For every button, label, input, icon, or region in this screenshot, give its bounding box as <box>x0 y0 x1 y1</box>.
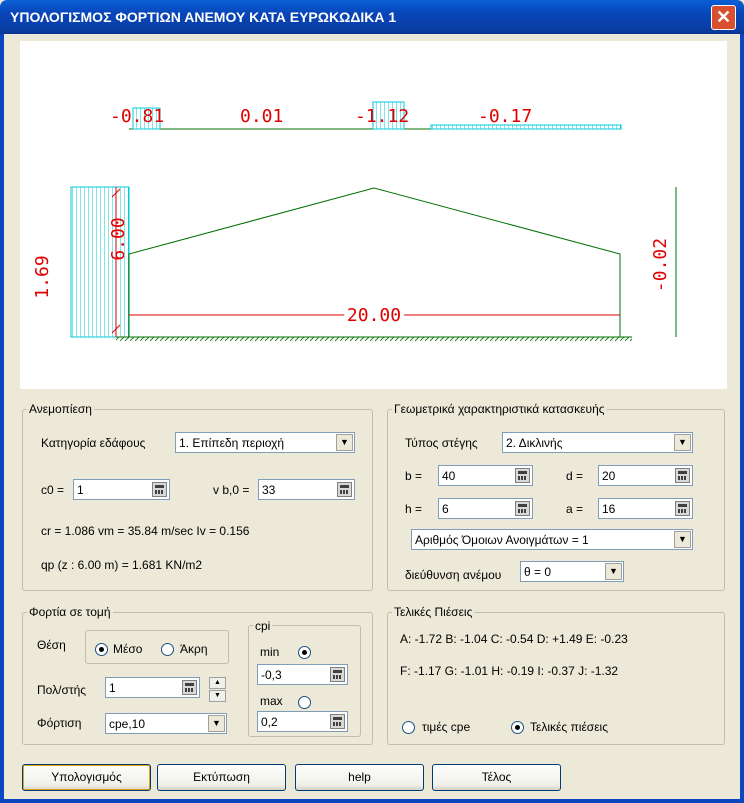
roof-type-value: 2. Δικλινής <box>506 436 563 450</box>
windward-pressure-block <box>71 187 129 337</box>
cpi-max-label: max <box>260 694 283 708</box>
load-case-value: cpe,10 <box>109 717 146 731</box>
h-label: h = <box>405 502 423 516</box>
h-value: 6 <box>442 502 449 516</box>
c0-value: 1 <box>77 483 84 497</box>
mid-radio[interactable] <box>95 643 108 656</box>
calculator-icon[interactable] <box>182 680 197 695</box>
frames-input[interactable] <box>105 677 200 698</box>
section-loads-legend: Φορτία σε τομή <box>29 605 111 619</box>
wind-direction-label: διεύθυνση ανέμου <box>405 568 502 582</box>
cpe-values-radio[interactable] <box>402 721 415 734</box>
wind-direction-value: θ = 0 <box>524 565 552 579</box>
vb0-input[interactable] <box>258 479 355 500</box>
final-pressures-line-2: F: -1.17 G: -1.01 H: -0.19 I: -0.37 J: -1.32 <box>400 664 619 678</box>
calculator-icon[interactable] <box>515 501 530 516</box>
window-frame-right <box>740 34 744 803</box>
terrain-label: Κατηγορία εδάφους <box>41 436 146 450</box>
chevron-down-icon[interactable]: ▼ <box>336 434 353 451</box>
window-frame-left <box>0 34 4 803</box>
chevron-down-icon[interactable]: ▼ <box>605 563 622 580</box>
calculator-icon[interactable] <box>330 667 345 682</box>
b-label: b = <box>405 469 423 483</box>
calculator-icon[interactable] <box>152 482 167 497</box>
frames-label: Πολ/στής <box>37 683 87 697</box>
roof-type-select[interactable] <box>502 432 693 453</box>
wind-pressure-legend: Ανεμοπίεση <box>29 402 92 416</box>
wind-direction-select[interactable] <box>520 561 624 582</box>
chevron-down-icon[interactable]: ▼ <box>208 715 225 732</box>
c0-label: c0 = <box>41 483 65 497</box>
edge-label: Άκρη <box>180 642 208 656</box>
cpi-min-value: -0,3 <box>261 668 282 682</box>
openings-value: Αριθμός Όμοιων Ανοιγμάτων = 1 <box>415 533 589 547</box>
cpi-legend: cpi <box>255 619 271 633</box>
roof-type-label: Τύπος στέγης <box>405 436 478 450</box>
mid-label: Μέσο <box>113 642 143 656</box>
cpi-max-value: 0,2 <box>261 715 278 729</box>
help-button[interactable]: help <box>295 764 424 791</box>
h-input[interactable] <box>438 498 533 519</box>
a-label: a = <box>566 502 584 516</box>
geometry-legend: Γεωμετρικά χαρακτηριστικά κατασκευής <box>394 402 605 416</box>
b-value: 40 <box>442 469 456 483</box>
d-input[interactable] <box>598 465 693 486</box>
cpi-max-input[interactable] <box>257 711 348 732</box>
roof-label-3: -1.12 <box>355 106 410 127</box>
frames-value: 1 <box>109 681 116 695</box>
b-input[interactable] <box>438 465 533 486</box>
cpi-min-input[interactable] <box>257 664 348 685</box>
calculate-button[interactable]: Υπολογισμός <box>22 764 151 791</box>
d-label: d = <box>566 469 584 483</box>
calculator-icon[interactable] <box>330 714 345 729</box>
height-label: 6.00 <box>108 217 129 261</box>
position-label: Θέση <box>37 638 66 652</box>
chevron-down-icon[interactable]: ▼ <box>674 531 691 548</box>
cpi-min-radio[interactable] <box>298 646 311 659</box>
terrain-value: 1. Επίπεδη περιοχή <box>179 436 285 450</box>
final-pressures-legend: Τελικές Πιέσεις <box>394 605 473 619</box>
leeward-wall-label: -0.02 <box>650 237 671 293</box>
cpi-max-radio[interactable] <box>298 696 311 709</box>
frames-spin-up[interactable]: ▲ <box>209 677 226 689</box>
a-value: 16 <box>602 502 616 516</box>
close-button[interactable]: ✕ <box>711 5 736 30</box>
cpe-values-label: τιμές cpe <box>422 720 471 734</box>
calculator-icon[interactable] <box>675 468 690 483</box>
c0-input[interactable] <box>73 479 170 500</box>
load-case-select[interactable] <box>105 713 227 734</box>
roof-label-1: -0.81 <box>110 106 165 127</box>
drawing-canvas <box>20 41 727 389</box>
wind-results-line-1: cr = 1.086 vm = 35.84 m/sec Iv = 0.156 <box>41 524 250 538</box>
roof-label-4: -0.17 <box>478 106 533 127</box>
end-button[interactable]: Τέλος <box>432 764 561 791</box>
windward-wall-label: 1.69 <box>32 255 53 299</box>
wind-results-line-2: qp (z : 6.00 m) = 1.681 KN/m2 <box>41 558 203 572</box>
frames-spin-down[interactable]: ▼ <box>209 690 226 702</box>
a-input[interactable] <box>598 498 693 519</box>
chevron-down-icon[interactable]: ▼ <box>674 434 691 451</box>
d-value: 20 <box>602 469 616 483</box>
wind-load-diagram <box>20 41 727 389</box>
final-pressures-option-label: Τελικές πιέσεις <box>530 720 608 734</box>
terrain-select[interactable] <box>175 432 355 453</box>
vb0-label: v b,0 = <box>213 483 250 497</box>
calculator-icon[interactable] <box>515 468 530 483</box>
calculator-icon[interactable] <box>675 501 690 516</box>
print-button[interactable]: Εκτύπωση <box>157 764 286 791</box>
cpi-min-label: min <box>260 645 280 659</box>
openings-select[interactable] <box>411 529 693 550</box>
window-title: ΥΠΟΛΟΓΙΣΜΟΣ ΦΟΡΤΙΩΝ ΑΝΕΜΟΥ ΚΑΤΑ ΕΥΡΩΚΩΔΙΚΑ 1 <box>10 9 397 25</box>
roof-label-2: 0.01 <box>240 106 284 127</box>
vb0-value: 33 <box>262 483 276 497</box>
load-case-label: Φόρτιση <box>37 716 82 730</box>
edge-radio[interactable] <box>161 643 174 656</box>
ground-hatch <box>116 337 632 341</box>
final-pressures-radio[interactable] <box>511 721 524 734</box>
calculator-icon[interactable] <box>337 482 352 497</box>
window-frame-bottom <box>0 799 744 803</box>
final-pressures-line-1: A: -1.72 B: -1.04 C: -0.54 D: +1.49 E: -0.23 <box>400 632 628 646</box>
width-label: 20.00 <box>346 305 402 326</box>
